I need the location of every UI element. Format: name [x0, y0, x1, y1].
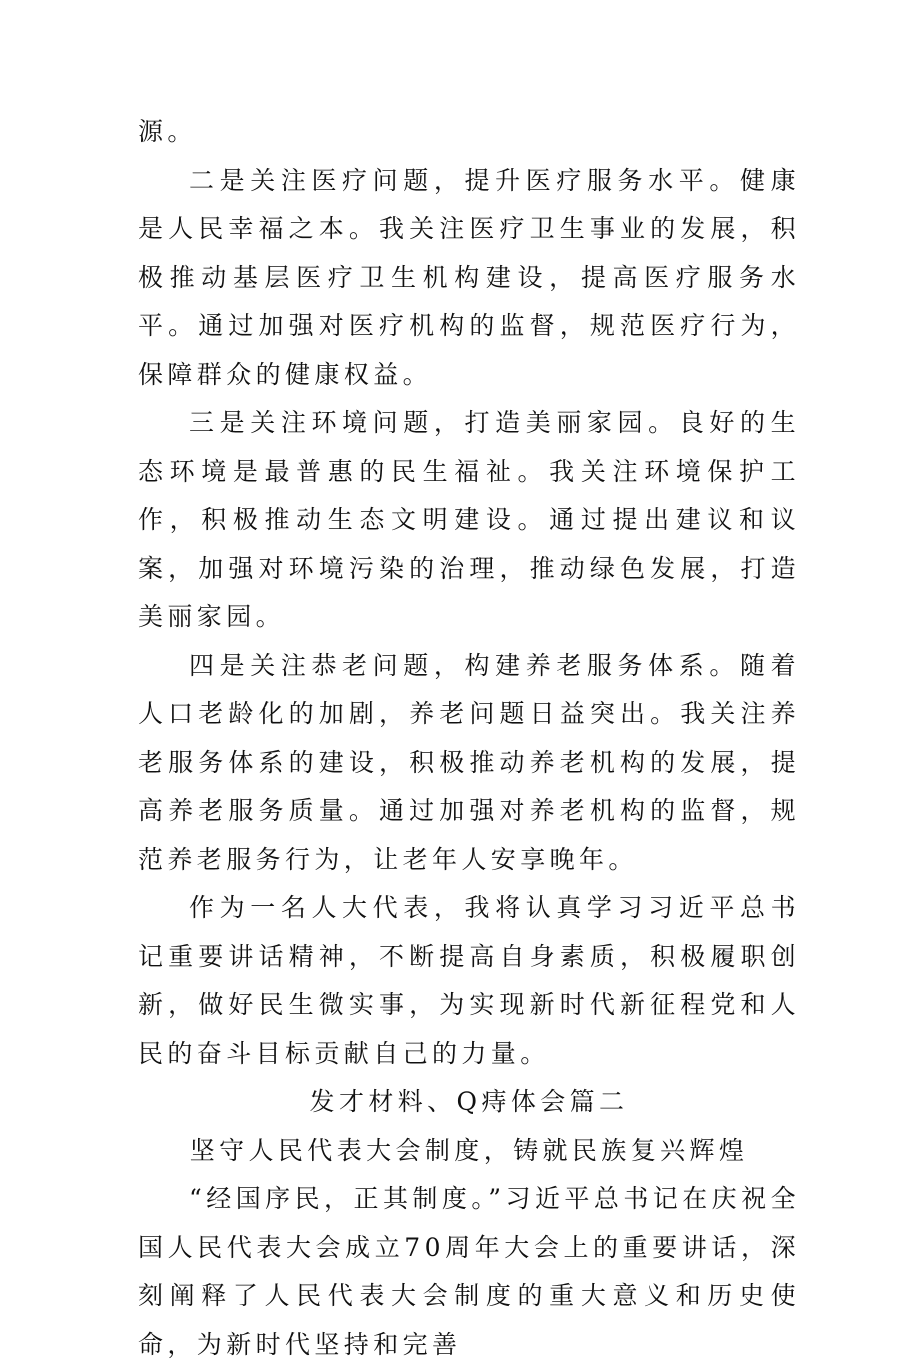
paragraph-environment: 三是关注环境问题，打造美丽家园。良好的生态环境是最普惠的民生福祉。我关注环境保护工作，积极推动生态文明建设。通过提出建议和议案，加强对环境污染的治理，推动绿色发展，打造美丽家园。: [138, 408, 800, 631]
paragraph-medical: 二是关注医疗问题，提升医疗服务水平。健康是人民幸福之本。我关注医疗卫生事业的发展，积极推动基层医疗卫生机构建设，提高医疗服务水平。通过加强对医疗机构的监督，规范医疗行为，保障群众的健康权益。: [138, 165, 800, 389]
paragraph-conclusion: 作为一名人大代表，我将认真学习习近平总书记重要讲话精神，不断提高自身素质，积极履职创新，做好民生微实事，为实现新时代新征程党和人民的奋斗目标贡献自己的力量。: [138, 893, 800, 1068]
section-heading: 发才材料、Q痔体会篇二: [309, 1087, 629, 1116]
paragraph-continuation: 源。: [138, 117, 197, 146]
paragraph-intro: “经国序民，正其制度。”习近平总书记在庆祝全国人民代表大会成立70周年大会上的重要讲话，深刻阐释了人民代表大会制度的重大意义和历史使命，为新时代坚持和完善: [138, 1184, 800, 1359]
document-body: [138, 108, 800, 1369]
paragraph-elderly-care: 四是关注恭老问题，构建养老服务体系。随着人口老龄化的加剧，养老问题日益突出。我关注养老服务体系的建设，积极推动养老机构的发展，提高养老服务质量。通过加强对养老机构的监督，规范养老服务行为，让老年人安享晚年。: [138, 650, 800, 874]
article-title: 坚守人民代表大会制度，铸就民族复兴辉煌: [189, 1135, 749, 1165]
